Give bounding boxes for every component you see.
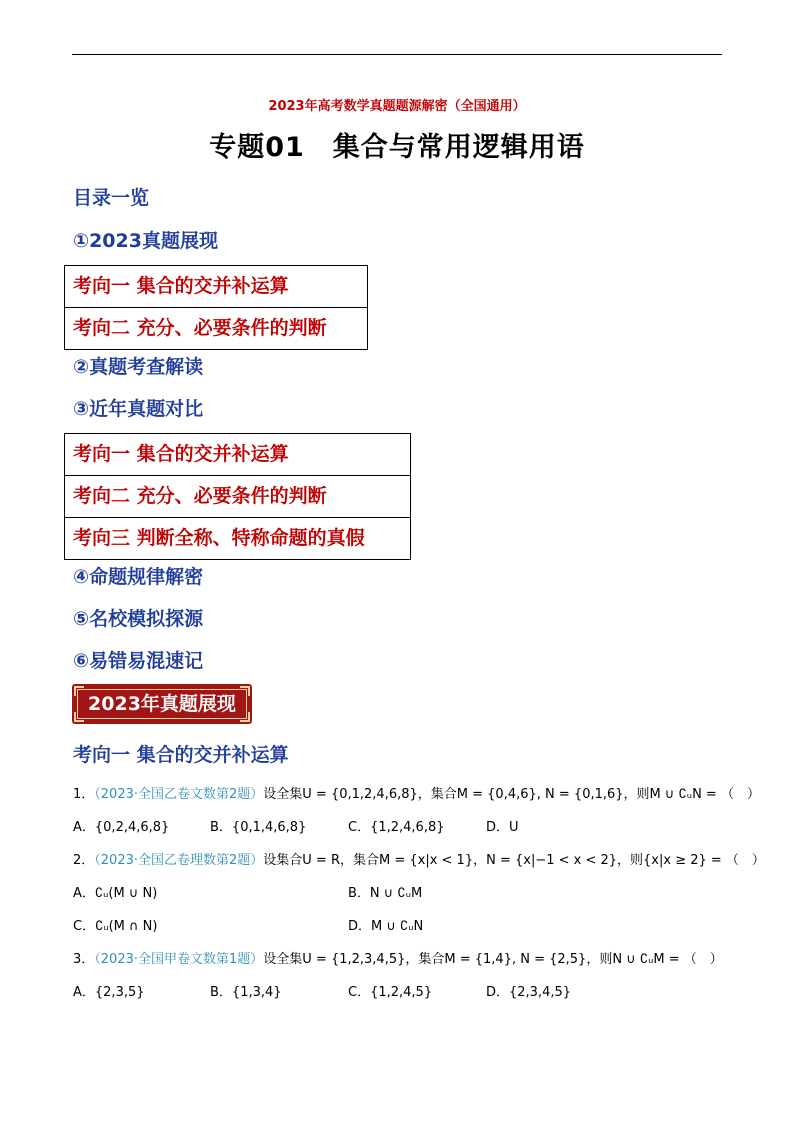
question-source: （2023·全国乙卷文数第2题） bbox=[94, 787, 264, 802]
option-c[interactable]: C．{1,2,4,6,8} bbox=[348, 820, 445, 835]
toc-box-2 bbox=[64, 433, 411, 560]
question-number: 2． bbox=[73, 853, 95, 868]
section-heading: 考向一 集合的交并补运算 bbox=[73, 744, 289, 766]
toc-item-6[interactable]: ⑥易错易混速记 bbox=[73, 650, 204, 672]
option-a[interactable]: A．{2,3,5} bbox=[73, 985, 145, 1000]
question-source: （2023·全国甲卷文数第1题） bbox=[94, 952, 264, 967]
banner-text: 2023年真题展现 bbox=[88, 693, 236, 715]
toc-box1-row-2[interactable]: 考向二 充分、必要条件的判断 bbox=[65, 307, 367, 349]
question-stem: 设集合U = R，集合M = {x|x < 1}，N = {x|−1 < x < 2}，则{x|x ≥ 2} = （ ） bbox=[263, 853, 765, 868]
toc-item-5[interactable]: ⑤名校模拟探源 bbox=[73, 608, 204, 630]
option-d[interactable]: D．M ∪ ∁ᵤN bbox=[348, 919, 424, 934]
option-b[interactable]: B．N ∪ ∁ᵤM bbox=[348, 886, 423, 901]
question-source: （2023·全国乙卷理数第2题） bbox=[94, 853, 264, 868]
question-number: 1． bbox=[73, 787, 95, 802]
header-rule bbox=[72, 54, 722, 55]
question-2 bbox=[73, 849, 765, 868]
page-title: 专题01 集合与常用逻辑用语 bbox=[209, 132, 585, 163]
option-d[interactable]: D．U bbox=[486, 820, 519, 835]
toc-box2-row-3[interactable]: 考向三 判断全称、特称命题的真假 bbox=[65, 517, 410, 559]
toc-item-4[interactable]: ④命题规律解密 bbox=[73, 566, 204, 588]
question-number: 3． bbox=[73, 952, 95, 967]
toc-item-2[interactable]: ②真题考查解读 bbox=[73, 356, 204, 378]
question-stem: 设全集U = {0,1,2,4,6,8}，集合M = {0,4,6}, N = {0,1,6}，则M ∪ ∁ᵤN = （ ） bbox=[263, 787, 760, 802]
option-a[interactable]: A．{0,2,4,6,8} bbox=[73, 820, 170, 835]
toc-heading: 目录一览 bbox=[73, 187, 150, 209]
question-3 bbox=[73, 948, 723, 967]
toc-box2-row-1[interactable]: 考向一 集合的交并补运算 bbox=[73, 443, 289, 465]
question-stem: 设全集U = {1,2,3,4,5}，集合M = {1,4}, N = {2,5}，则N ∪ ∁ᵤM = （ ） bbox=[263, 952, 723, 967]
series-title: 2023年高考数学真题题源解密（全国通用） bbox=[268, 99, 526, 114]
toc-item-3[interactable]: ③近年真题对比 bbox=[73, 398, 204, 420]
option-c[interactable]: C．{1,2,4,5} bbox=[348, 985, 433, 1000]
toc-box1-row-1[interactable]: 考向一 集合的交并补运算 bbox=[73, 275, 289, 297]
question-1 bbox=[73, 783, 760, 802]
toc-box-1 bbox=[64, 265, 368, 350]
option-b[interactable]: B．{1,3,4} bbox=[210, 985, 282, 1000]
option-c[interactable]: C．∁ᵤ(M ∩ N) bbox=[73, 919, 158, 934]
option-b[interactable]: B．{0,1,4,6,8} bbox=[210, 820, 307, 835]
toc-box2-row-2[interactable]: 考向二 充分、必要条件的判断 bbox=[65, 475, 410, 517]
option-d[interactable]: D．{2,3,4,5} bbox=[486, 985, 572, 1000]
section-banner bbox=[72, 684, 252, 724]
toc-item-1[interactable]: ①2023真题展现 bbox=[73, 230, 218, 252]
option-a[interactable]: A．∁ᵤ(M ∪ N) bbox=[73, 886, 158, 901]
